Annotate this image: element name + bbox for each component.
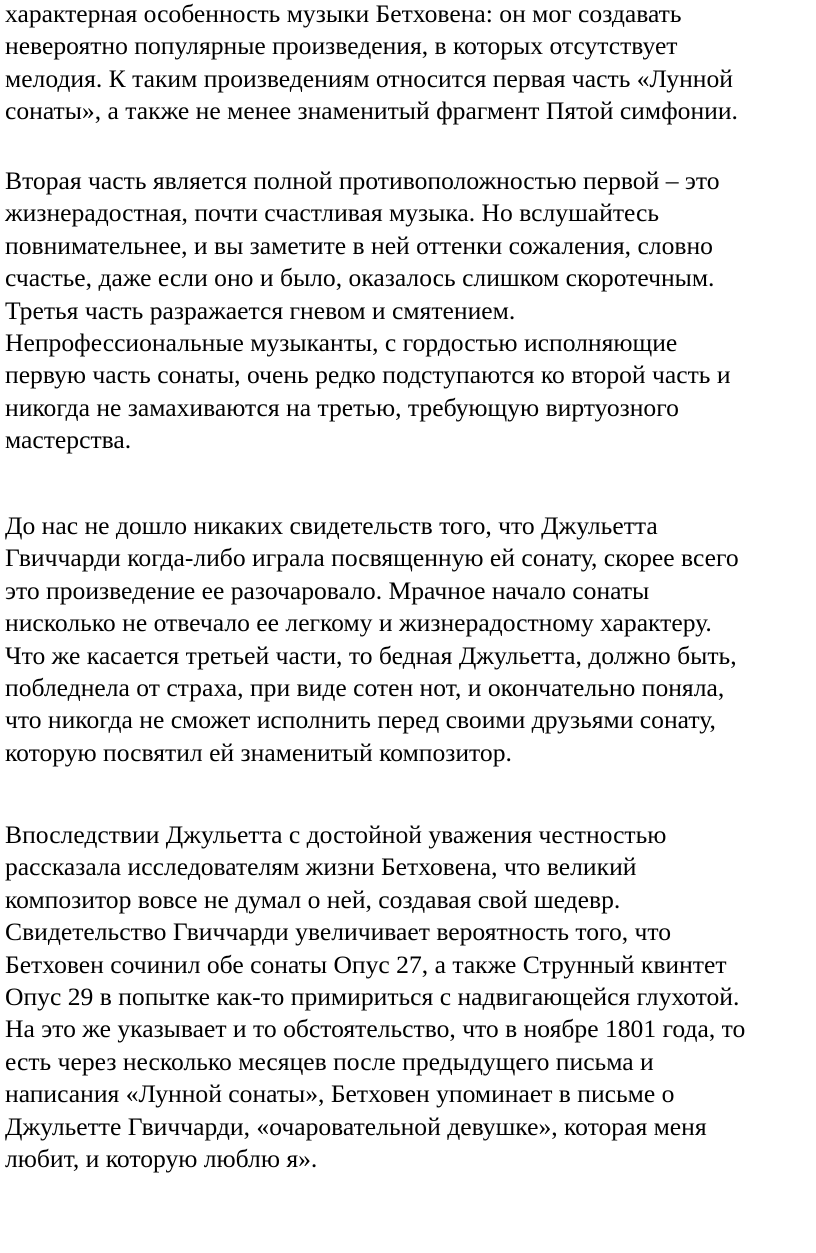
text-line: Непрофессиональные музыканты, с гордостью исполняющие xyxy=(5,327,678,357)
text-line: написания «Лунной сонаты», Бетховен упоминает в письме о xyxy=(5,1079,675,1109)
text-line: побледнела от страха, при виде сотен нот, и окончательно поняла, xyxy=(5,672,725,702)
text-line: Джульетте Гвиччарди, «очаровательной девушке», которая меня xyxy=(5,1111,707,1141)
text-line: которую посвятил ей знаменитый композитор. xyxy=(5,737,512,767)
text-line: рассказала исследователям жизни Бетховена, что великий xyxy=(5,852,637,882)
text-line: мелодия. К таким произведениям относится первая часть «Лунной xyxy=(5,63,733,93)
text-line: До нас не дошло никаких свидетельств того, что Джульетта xyxy=(5,511,658,540)
text-line: первую часть сонаты, очень редко подступаются ко второй часть и xyxy=(5,360,731,390)
text-line: сонаты», а также не менее знаменитый фрагмент Пятой симфонии. xyxy=(5,96,738,126)
text-line: Гвиччарди когда-либо играла посвященную ей сонату, скорее всего xyxy=(5,543,739,573)
text-line: Что же касается третьей части, то бедная Джульетта, должно быть, xyxy=(5,640,737,670)
text-line: счастье, даже если оно и было, оказалось слишком скоротечным. xyxy=(5,263,715,293)
text-line: жизнерадостная, почти счастливая музыка. Но вслушайтесь xyxy=(5,198,660,228)
text-line: повнимательнее, и вы заметите в ней оттенки сожаления, словно xyxy=(5,230,713,260)
text-line: любит, и которую люблю я». xyxy=(5,1143,318,1173)
text-line: это произведение ее разочаровало. Мрачное начало сонаты xyxy=(5,575,650,605)
paragraph xyxy=(5,510,739,769)
paragraph xyxy=(5,819,745,1175)
text-line: Бетховен сочинил обе сонаты Опус 27, а также Струнный квинтет xyxy=(5,949,727,979)
text-line: никогда не замахиваются на третью, требующую виртуозного xyxy=(5,392,679,422)
text-line: Опус 29 в попытке как-то примириться с надвигающейся глухотой. xyxy=(5,981,740,1011)
text-line: мастерства. xyxy=(5,425,132,455)
text-line: На это же указывает и то обстоятельство, что в ноябре 1801 года, то xyxy=(5,1014,746,1044)
text-line: что никогда не сможет исполнить перед своими друзьями сонату, xyxy=(5,705,716,735)
text-line: есть через несколько месяцев после предыдущего письма и xyxy=(5,1046,654,1076)
text-line: Впоследствии Джульетта с достойной уважения честностью xyxy=(5,820,667,849)
text-line: характерная особенность музыки Бетховена: он мог создавать xyxy=(5,0,682,28)
text-line: Вторая часть является полной противоположностью первой – это xyxy=(5,166,720,195)
text-line: композитор вовсе не думал о ней, создавая свой шедевр. xyxy=(5,884,621,914)
text-line: нисколько не отвечало ее легкому и жизнерадостному характеру. xyxy=(5,608,712,638)
paragraph xyxy=(5,0,738,128)
text-line: Третья часть разражается гневом и смятением. xyxy=(5,295,516,325)
text-line: невероятно популярные произведения, в которых отсутствует xyxy=(5,31,678,61)
text-line: Свидетельство Гвиччарди увеличивает вероятность того, что xyxy=(5,917,672,947)
paragraph xyxy=(5,165,731,457)
